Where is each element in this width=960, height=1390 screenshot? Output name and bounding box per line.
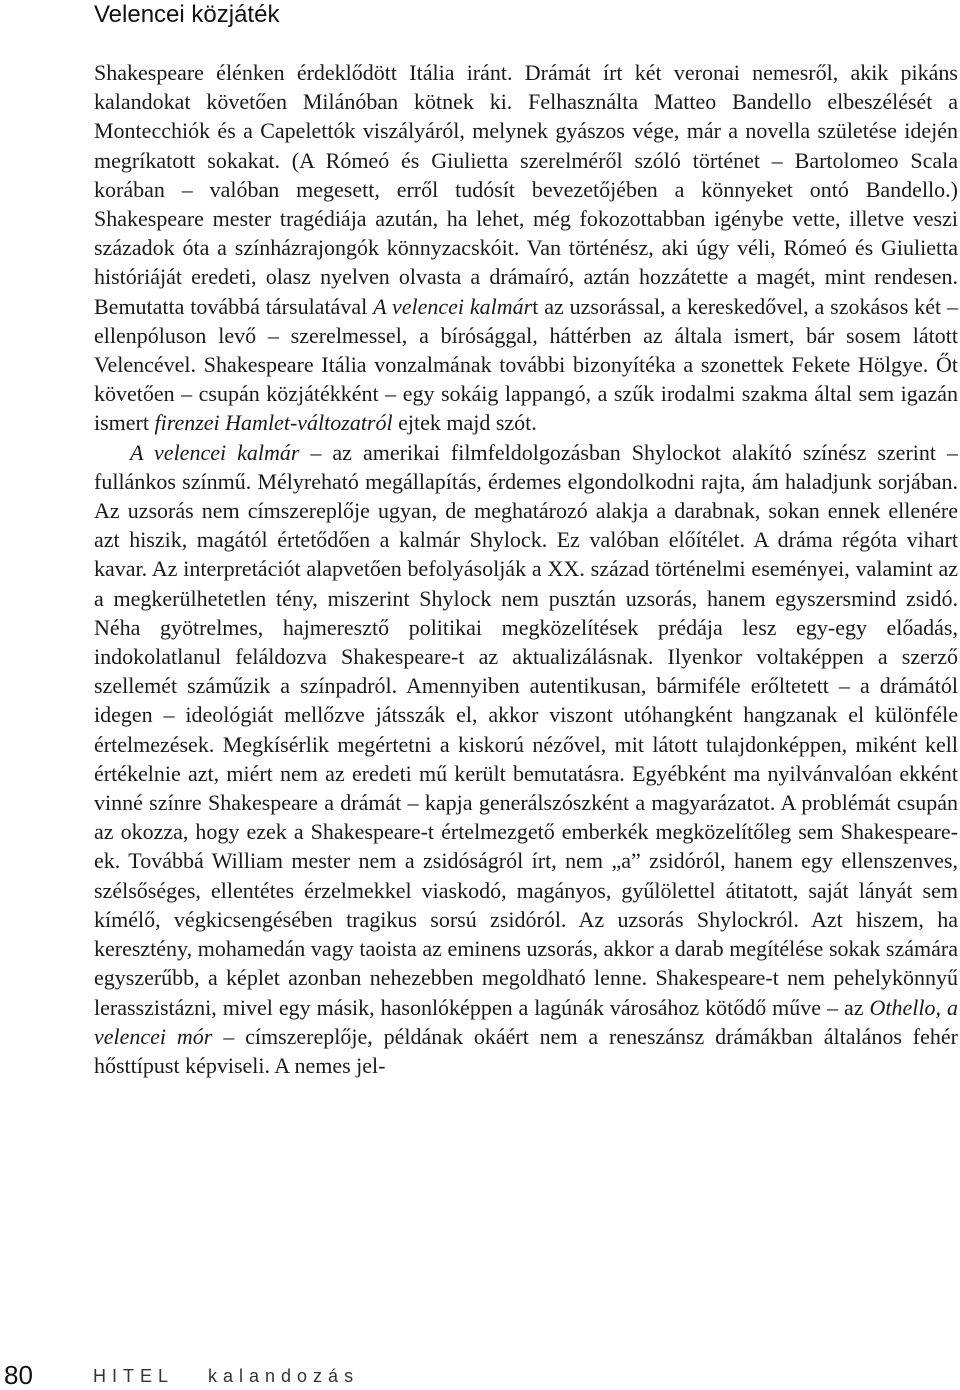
italic-title: Othello, a velencei mór [94, 994, 958, 1049]
chapter-title: Velencei közjáték [94, 1, 280, 28]
italic-title: A velencei kalmár [130, 439, 300, 465]
italic-title: A velencei kalmár [373, 293, 533, 319]
italic-title: firenzei Hamlet-változatról [154, 410, 393, 436]
running-header [94, 0, 279, 30]
page-number: 80 [4, 1360, 33, 1390]
paragraph-text: Shakespeare élénken érdeklődött Itália iránt. Drámát írt két veronai nemesről, akik pikáns kalandokat követően Milánóban kötnek ki. Felhasználta Matteo Bandello elbeszélését a Montecchiók és a Capelettók viszályáról, melynek gyászos vége, már a novella születése idején megríkatott sokakat. (A Rómeó és Giulietta szerelméről szóló történet – Bartolomeo Scala korában – valóban megesett, erről tudósít bevezetőjében a könnyeket ontó Bandello.) Shakespeare mester tragédiája azután, ha lehet, még fokozottabban igénybe vette, illetve veszi századok óta a színházrajongók könnyzacskóit. Van történész, aki úgy véli, Rómeó és Giulietta históriáját eredeti, olasz nyelven olvasta a drámaíró, aztán hozzátette a magét, mint rendesen. Bemutatta továbbá társulatával [94, 60, 958, 319]
paragraph-2 [94, 438, 958, 1080]
journal-name: HITEL [93, 1366, 175, 1386]
page-footer [0, 1362, 960, 1390]
paragraph-1 [94, 58, 958, 438]
article-body [94, 58, 958, 1080]
paragraph-text: – címszereplője, példának okáért nem a reneszánsz drámákban általános fehér hősttípust képviseli. A nemes jel- [94, 1023, 958, 1078]
paragraph-text: – az amerikai filmfeldolgozásban Shylockot alakító színész szerint – fullánkos színmű. Mélyreható megállapítás, érdemes elgondolkodni rajta, ám haladjunk sorjában. Az uzsorás nem címszereplője ugyan, de meghatározó alakja a darabnak, sokan ennek ellenére azt hiszik, magától értetődően a kalmár Shylock. Ez valóban előítélet. A dráma régóta vihart kavar. Az interpretációt alapvetően befolyásolják a XX. század történelmi eseményei, valamint az a megkerülhetetlen tény, miszerint Shylock nem pusztán uzsorás, hanem egyszersmind zsidó. Néha gyötrelmes, hajmeresztő politikai megközelítések prédája lesz egy-egy előadás, indokolatlanul feláldozva Shakespeare-t az aktualizálásnak. Ilyenkor voltaképpen a szerző szellemét száműzik a színpadról. Amennyiben autentikusan, bármiféle erőltetett – a drámától idegen – ideológiát mellőzve játsszák el, akkor viszont utóhangként hangzanak el különféle értelmezések. Megkísérlik megértetni a kiskorú nézővel, mit látott tulajdonképpen, miként kell értékelnie azt, miért nem az eredeti mű került bemutatásra. Egyébként ma nyilvánvalóan ekként vinné színre Shakespeare a drámát – kapja generálszószként a magyarázatot. A problémát csupán az okozza, hogy ezek a Shakespeare-t értelmezgető emberkék megközelítőleg sem Shakespeare-ek. Továbbá William mester nem a zsidóságról írt, nem „a” zsidóról, hanem egy ellenszenves, szélsőséges, ellentétes érzelmekkel viaskodó, magányos, gyűlölettel átitatott, saját lányát sem kímélő, végkicsengésében tragikus sorsú zsidóról. Az uzsorás Shylockról. Azt hiszem, ha keresztény, mohamedán vagy taoista az eminens uzsorás, akkor a darab megítélése sokak számára egyszerűbb, a képlet azonban nehezebben megoldható lenne. Shakespeare-t nem pehelykönnyű lerasszistázni, mivel egy másik, hasonlóképpen a lagúnák városához kötődő műve – az [94, 439, 958, 1020]
paragraph-text: ejtek majd szót. [392, 410, 537, 436]
paragraph-text: t az uzsorással, a kereskedővel, a szokásos két – ellenpóluson levő – szerelmessel, a bírósággal, háttérben az általa ismert, bár sosem látott Velencével. Shakespeare Itália vonzalmának további bizonyítéka a szonettek Fekete Hölgye. Őt követően – csupán közjátékként – egy sokáig lappangó, a szűk irodalmi szakma által sem igazán ismert [94, 293, 958, 436]
section-name: kalandozás [208, 1366, 360, 1386]
